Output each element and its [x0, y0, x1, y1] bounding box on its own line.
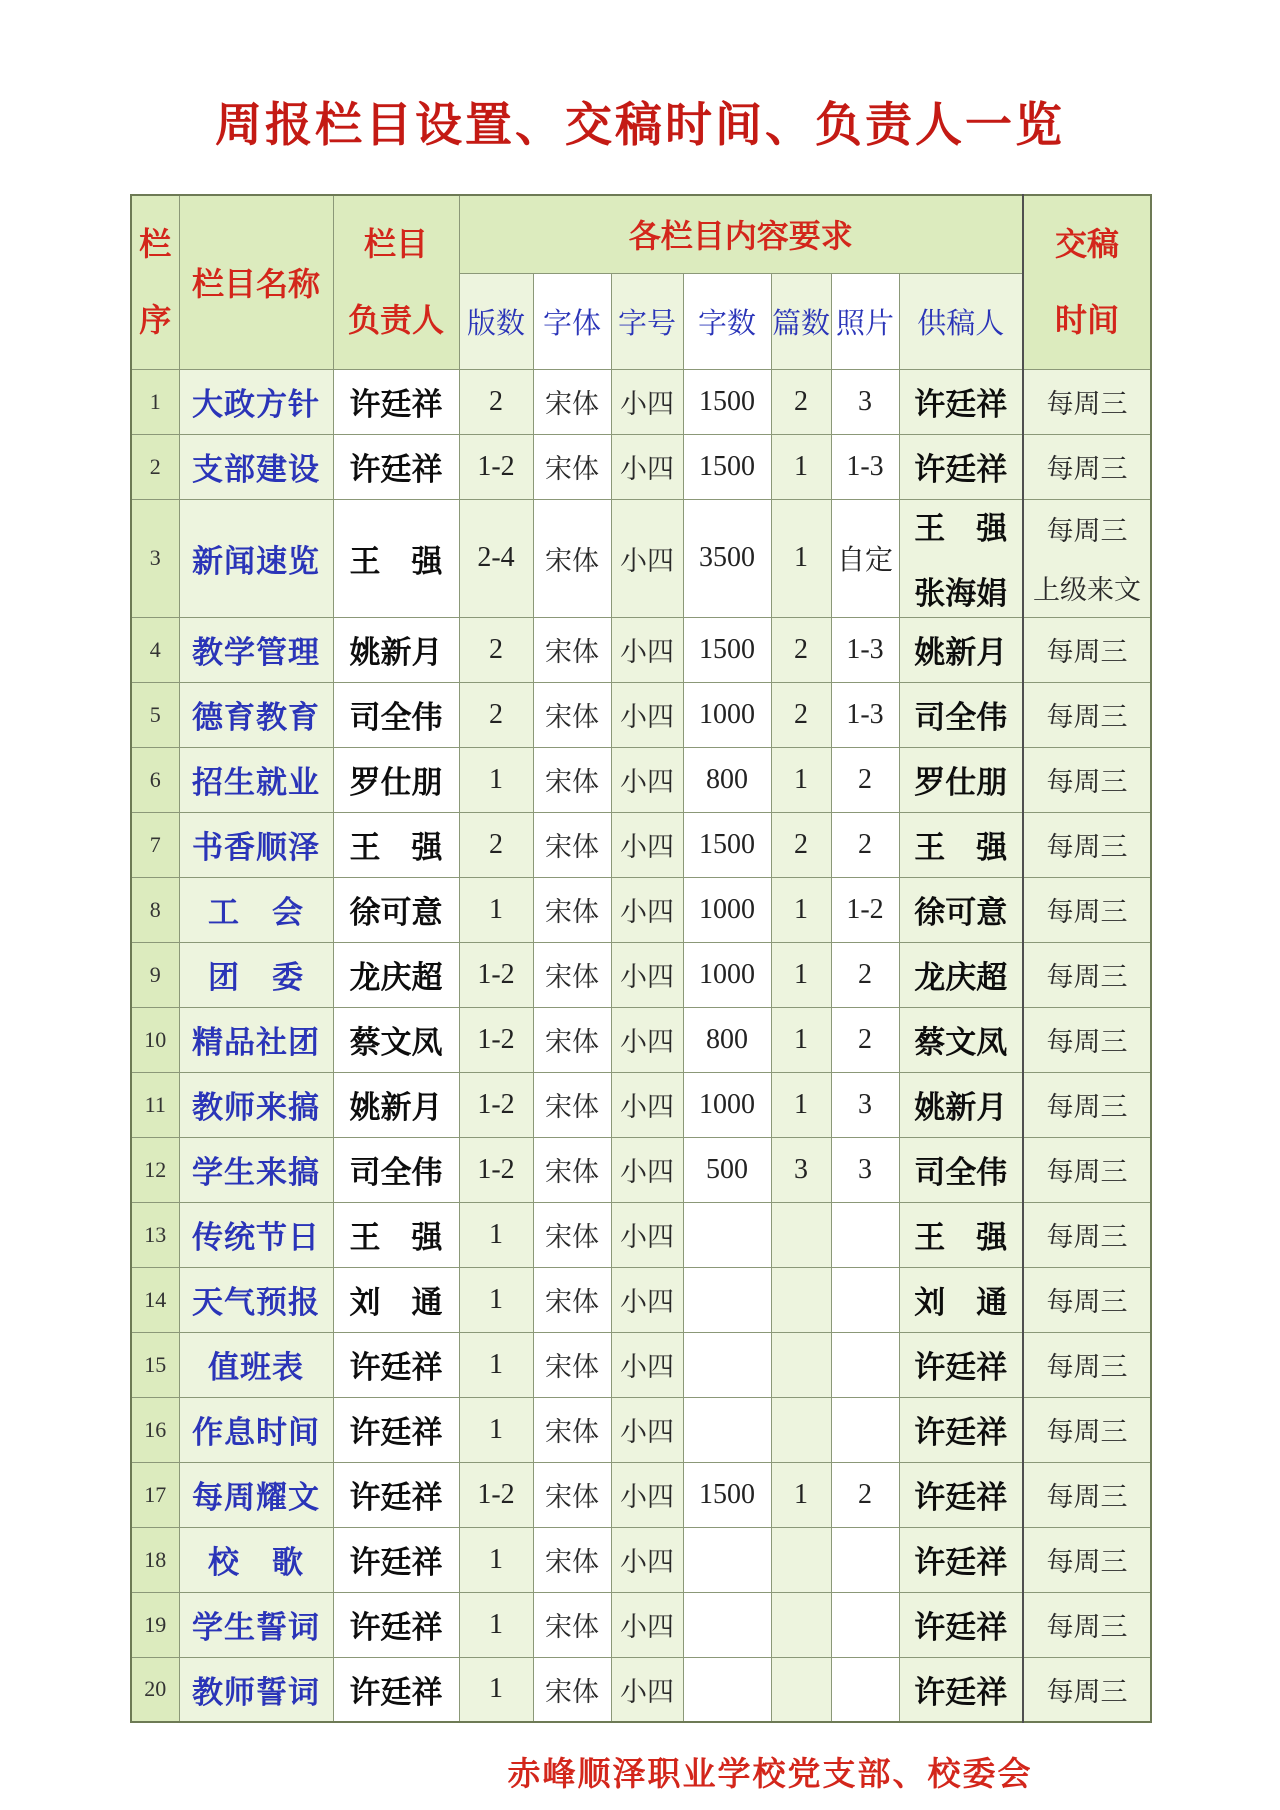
cell-photos: 2 [831, 812, 899, 877]
signature-line: 赤峰顺泽职业学校党支部、校委会 [507, 1755, 1033, 1792]
cell-owner: 王 强 [333, 812, 459, 877]
cell-supplier: 许廷祥 [899, 369, 1023, 434]
cell-seq: 9 [131, 942, 179, 1007]
cell-name: 教师誓词 [179, 1657, 333, 1722]
cell-deadline: 每周三 [1023, 617, 1151, 682]
cell-seq: 10 [131, 1007, 179, 1072]
cell-words [683, 1332, 771, 1397]
cell-owner: 蔡文凤 [333, 1007, 459, 1072]
cell-font: 宋体 [533, 1332, 611, 1397]
cell-name: 校 歌 [179, 1527, 333, 1592]
cell-owner: 徐可意 [333, 877, 459, 942]
cell-size: 小四 [611, 369, 683, 434]
cell-photos: 2 [831, 1007, 899, 1072]
cell-supplier: 徐可意 [899, 877, 1023, 942]
cell-supplier: 王 强 张海娟 [899, 499, 1023, 617]
header-words: 字数 [683, 273, 771, 369]
cell-font: 宋体 [533, 1137, 611, 1202]
cell-pieces: 1 [771, 434, 831, 499]
cell-pieces [771, 1397, 831, 1462]
cell-words: 1500 [683, 369, 771, 434]
cell-pages: 2 [459, 617, 533, 682]
cell-photos [831, 1202, 899, 1267]
cell-font: 宋体 [533, 1527, 611, 1592]
header-pages: 版数 [459, 273, 533, 369]
cell-owner: 许廷祥 [333, 1592, 459, 1657]
cell-photos: 2 [831, 747, 899, 812]
cell-words: 500 [683, 1137, 771, 1202]
cell-size: 小四 [611, 1397, 683, 1462]
cell-supplier: 许廷祥 [899, 1397, 1023, 1462]
cell-font: 宋体 [533, 877, 611, 942]
cell-name: 团 委 [179, 942, 333, 1007]
cell-font: 宋体 [533, 1072, 611, 1137]
table-row [131, 1397, 1151, 1462]
cell-words: 1500 [683, 617, 771, 682]
cell-name: 教学管理 [179, 617, 333, 682]
cell-supplier: 许廷祥 [899, 1592, 1023, 1657]
cell-pieces [771, 1592, 831, 1657]
cell-supplier: 龙庆超 [899, 942, 1023, 1007]
cell-size: 小四 [611, 1592, 683, 1657]
cell-pages: 1 [459, 1397, 533, 1462]
table-row [131, 877, 1151, 942]
cell-photos [831, 1332, 899, 1397]
cell-supplier: 王 强 [899, 1202, 1023, 1267]
cell-supplier: 许廷祥 [899, 1332, 1023, 1397]
table-row [131, 1072, 1151, 1137]
cell-words: 1000 [683, 682, 771, 747]
cell-pages: 1-2 [459, 1007, 533, 1072]
cell-name: 书香顺泽 [179, 812, 333, 877]
cell-size: 小四 [611, 434, 683, 499]
cell-font: 宋体 [533, 1397, 611, 1462]
table-row [131, 682, 1151, 747]
cell-supplier: 许廷祥 [899, 1527, 1023, 1592]
cell-name: 大政方针 [179, 369, 333, 434]
cell-pages: 2 [459, 369, 533, 434]
cell-size: 小四 [611, 1267, 683, 1332]
cell-deadline: 每周三 [1023, 747, 1151, 812]
cell-deadline: 每周三 [1023, 1202, 1151, 1267]
cell-seq: 2 [131, 434, 179, 499]
cell-words: 1000 [683, 942, 771, 1007]
cell-photos [831, 1397, 899, 1462]
cell-words [683, 1657, 771, 1722]
cell-pieces: 2 [771, 617, 831, 682]
cell-owner: 司全伟 [333, 682, 459, 747]
header-row-top [131, 195, 1151, 273]
cell-name: 工 会 [179, 877, 333, 942]
cell-photos: 3 [831, 369, 899, 434]
cell-deadline: 每周三 [1023, 1072, 1151, 1137]
cell-owner: 姚新月 [333, 1072, 459, 1137]
header-seq: 栏 序 [131, 195, 179, 369]
cell-name: 招生就业 [179, 747, 333, 812]
cell-pages: 1 [459, 1202, 533, 1267]
cell-size: 小四 [611, 1137, 683, 1202]
table-row [131, 1527, 1151, 1592]
cell-deadline: 每周三 [1023, 1332, 1151, 1397]
cell-owner: 许廷祥 [333, 369, 459, 434]
cell-photos [831, 1527, 899, 1592]
cell-deadline: 每周三 [1023, 1462, 1151, 1527]
cell-pieces: 3 [771, 1137, 831, 1202]
cell-deadline: 每周三 [1023, 1397, 1151, 1462]
cell-photos: 2 [831, 1462, 899, 1527]
cell-name: 学生来搞 [179, 1137, 333, 1202]
cell-photos [831, 1657, 899, 1722]
cell-photos: 3 [831, 1072, 899, 1137]
cell-owner: 刘 通 [333, 1267, 459, 1332]
cell-font: 宋体 [533, 1267, 611, 1332]
cell-seq: 14 [131, 1267, 179, 1332]
cell-seq: 12 [131, 1137, 179, 1202]
cell-pages: 2-4 [459, 499, 533, 617]
cell-owner: 王 强 [333, 1202, 459, 1267]
cell-pieces: 1 [771, 747, 831, 812]
cell-supplier: 许廷祥 [899, 1462, 1023, 1527]
cell-font: 宋体 [533, 1007, 611, 1072]
table-body [131, 369, 1151, 1722]
cell-pages: 1-2 [459, 1137, 533, 1202]
cell-deadline: 每周三 [1023, 682, 1151, 747]
cell-supplier: 蔡文凤 [899, 1007, 1023, 1072]
cell-pieces [771, 1202, 831, 1267]
cell-name: 每周耀文 [179, 1462, 333, 1527]
cell-photos: 3 [831, 1137, 899, 1202]
cell-owner: 龙庆超 [333, 942, 459, 1007]
cell-seq: 16 [131, 1397, 179, 1462]
cell-words: 1500 [683, 812, 771, 877]
cell-deadline: 每周三 [1023, 1592, 1151, 1657]
cell-font: 宋体 [533, 747, 611, 812]
cell-font: 宋体 [533, 942, 611, 1007]
cell-deadline: 每周三 [1023, 434, 1151, 499]
cell-pieces: 1 [771, 877, 831, 942]
cell-font: 宋体 [533, 1657, 611, 1722]
cell-pieces: 2 [771, 682, 831, 747]
cell-name: 传统节日 [179, 1202, 333, 1267]
cell-owner: 司全伟 [333, 1137, 459, 1202]
header-owner: 栏目 负责人 [333, 195, 459, 369]
cell-owner: 许廷祥 [333, 1462, 459, 1527]
cell-pieces: 1 [771, 499, 831, 617]
cell-name: 新闻速览 [179, 499, 333, 617]
cell-pages: 1 [459, 1267, 533, 1332]
cell-size: 小四 [611, 1332, 683, 1397]
cell-words: 1000 [683, 1072, 771, 1137]
table-row [131, 942, 1151, 1007]
cell-seq: 17 [131, 1462, 179, 1527]
cell-owner: 罗仕朋 [333, 747, 459, 812]
cell-seq: 19 [131, 1592, 179, 1657]
cell-supplier: 司全伟 [899, 1137, 1023, 1202]
cell-words [683, 1527, 771, 1592]
cell-name: 支部建设 [179, 434, 333, 499]
cell-words [683, 1202, 771, 1267]
table-row [131, 434, 1151, 499]
table-row [131, 747, 1151, 812]
cell-words: 1500 [683, 434, 771, 499]
cell-size: 小四 [611, 812, 683, 877]
header-column-name: 栏目名称 [179, 195, 333, 369]
cell-pages: 1 [459, 1527, 533, 1592]
cell-pages: 2 [459, 682, 533, 747]
cell-owner: 王 强 [333, 499, 459, 617]
cell-font: 宋体 [533, 1462, 611, 1527]
cell-pages: 1-2 [459, 434, 533, 499]
table-row [131, 499, 1151, 617]
cell-name: 精品社团 [179, 1007, 333, 1072]
cell-size: 小四 [611, 1657, 683, 1722]
cell-supplier: 罗仕朋 [899, 747, 1023, 812]
cell-pages: 1-2 [459, 942, 533, 1007]
cell-size: 小四 [611, 877, 683, 942]
cell-owner: 许廷祥 [333, 1397, 459, 1462]
cell-size: 小四 [611, 1007, 683, 1072]
table-row [131, 617, 1151, 682]
table-row [131, 1137, 1151, 1202]
cell-size: 小四 [611, 1202, 683, 1267]
cell-deadline: 每周三 上级来文 [1023, 499, 1151, 617]
cell-owner: 许廷祥 [333, 434, 459, 499]
cell-photos: 1-3 [831, 434, 899, 499]
cell-seq: 8 [131, 877, 179, 942]
cell-size: 小四 [611, 747, 683, 812]
page-title: 周报栏目设置、交稿时间、负责人一览 [215, 98, 1065, 151]
table-row [131, 1267, 1151, 1332]
table-row [131, 1462, 1151, 1527]
cell-deadline: 每周三 [1023, 1007, 1151, 1072]
cell-size: 小四 [611, 1527, 683, 1592]
cell-words: 1000 [683, 877, 771, 942]
cell-size: 小四 [611, 942, 683, 1007]
cell-words [683, 1267, 771, 1332]
header-content-requirements: 各栏目内容要求 [459, 195, 1023, 273]
cell-seq: 1 [131, 369, 179, 434]
cell-pages: 1 [459, 747, 533, 812]
cell-words [683, 1397, 771, 1462]
cell-seq: 18 [131, 1527, 179, 1592]
cell-pieces [771, 1332, 831, 1397]
cell-font: 宋体 [533, 1202, 611, 1267]
cell-size: 小四 [611, 1462, 683, 1527]
cell-seq: 13 [131, 1202, 179, 1267]
cell-font: 宋体 [533, 434, 611, 499]
cell-pages: 1 [459, 1592, 533, 1657]
cell-size: 小四 [611, 499, 683, 617]
cell-pieces: 1 [771, 1007, 831, 1072]
header-photos: 照片 [831, 273, 899, 369]
cell-photos: 2 [831, 942, 899, 1007]
cell-pieces: 1 [771, 1462, 831, 1527]
cell-deadline: 每周三 [1023, 1267, 1151, 1332]
table-row [131, 812, 1151, 877]
cell-deadline: 每周三 [1023, 877, 1151, 942]
cell-deadline: 每周三 [1023, 812, 1151, 877]
cell-pages: 1 [459, 1332, 533, 1397]
cell-name: 学生誓词 [179, 1592, 333, 1657]
table-row [131, 1332, 1151, 1397]
cell-font: 宋体 [533, 617, 611, 682]
cell-words: 1500 [683, 1462, 771, 1527]
header-font: 字体 [533, 273, 611, 369]
cell-seq: 15 [131, 1332, 179, 1397]
cell-supplier: 姚新月 [899, 1072, 1023, 1137]
cell-seq: 11 [131, 1072, 179, 1137]
cell-pieces: 2 [771, 369, 831, 434]
cell-pages: 2 [459, 812, 533, 877]
cell-deadline: 每周三 [1023, 942, 1151, 1007]
cell-photos [831, 1592, 899, 1657]
cell-size: 小四 [611, 1072, 683, 1137]
cell-pages: 1 [459, 1657, 533, 1722]
cell-name: 教师来搞 [179, 1072, 333, 1137]
cell-pieces [771, 1527, 831, 1592]
cell-name: 天气预报 [179, 1267, 333, 1332]
cell-seq: 6 [131, 747, 179, 812]
header-fontsize: 字号 [611, 273, 683, 369]
cell-words: 800 [683, 1007, 771, 1072]
cell-deadline: 每周三 [1023, 1657, 1151, 1722]
cell-pages: 1 [459, 877, 533, 942]
cell-pages: 1-2 [459, 1462, 533, 1527]
cell-photos: 1-3 [831, 682, 899, 747]
header-deadline: 交稿 时间 [1023, 195, 1151, 369]
cell-seq: 7 [131, 812, 179, 877]
cell-words: 3500 [683, 499, 771, 617]
cell-size: 小四 [611, 682, 683, 747]
cell-photos: 自定 [831, 499, 899, 617]
cell-font: 宋体 [533, 812, 611, 877]
cell-photos [831, 1267, 899, 1332]
cell-owner: 许廷祥 [333, 1332, 459, 1397]
cell-owner: 许廷祥 [333, 1527, 459, 1592]
table-row [131, 1657, 1151, 1722]
cell-seq: 20 [131, 1657, 179, 1722]
cell-supplier: 刘 通 [899, 1267, 1023, 1332]
cell-name: 德育教育 [179, 682, 333, 747]
cell-pieces [771, 1657, 831, 1722]
cell-name: 值班表 [179, 1332, 333, 1397]
cell-name: 作息时间 [179, 1397, 333, 1462]
cell-supplier: 许廷祥 [899, 434, 1023, 499]
cell-deadline: 每周三 [1023, 369, 1151, 434]
cell-supplier: 姚新月 [899, 617, 1023, 682]
cell-font: 宋体 [533, 369, 611, 434]
cell-size: 小四 [611, 617, 683, 682]
cell-deadline: 每周三 [1023, 1527, 1151, 1592]
cell-pieces [771, 1267, 831, 1332]
table-row [131, 1202, 1151, 1267]
cell-seq: 4 [131, 617, 179, 682]
table-row [131, 1592, 1151, 1657]
cell-font: 宋体 [533, 499, 611, 617]
cell-photos: 1-3 [831, 617, 899, 682]
cell-pieces: 2 [771, 812, 831, 877]
cell-owner: 许廷祥 [333, 1657, 459, 1722]
header-pieces: 篇数 [771, 273, 831, 369]
cell-owner: 姚新月 [333, 617, 459, 682]
cell-pages: 1-2 [459, 1072, 533, 1137]
cell-seq: 5 [131, 682, 179, 747]
cell-pieces: 1 [771, 1072, 831, 1137]
table-row [131, 369, 1151, 434]
table-row [131, 1007, 1151, 1072]
cell-words [683, 1592, 771, 1657]
cell-supplier: 许廷祥 [899, 1657, 1023, 1722]
cell-pieces: 1 [771, 942, 831, 1007]
cell-words: 800 [683, 747, 771, 812]
header-supplier: 供稿人 [899, 273, 1023, 369]
cell-deadline: 每周三 [1023, 1137, 1151, 1202]
cell-font: 宋体 [533, 682, 611, 747]
cell-supplier: 司全伟 [899, 682, 1023, 747]
cell-font: 宋体 [533, 1592, 611, 1657]
cell-supplier: 王 强 [899, 812, 1023, 877]
cell-seq: 3 [131, 499, 179, 617]
cell-photos: 1-2 [831, 877, 899, 942]
columns-table [130, 194, 1152, 1723]
